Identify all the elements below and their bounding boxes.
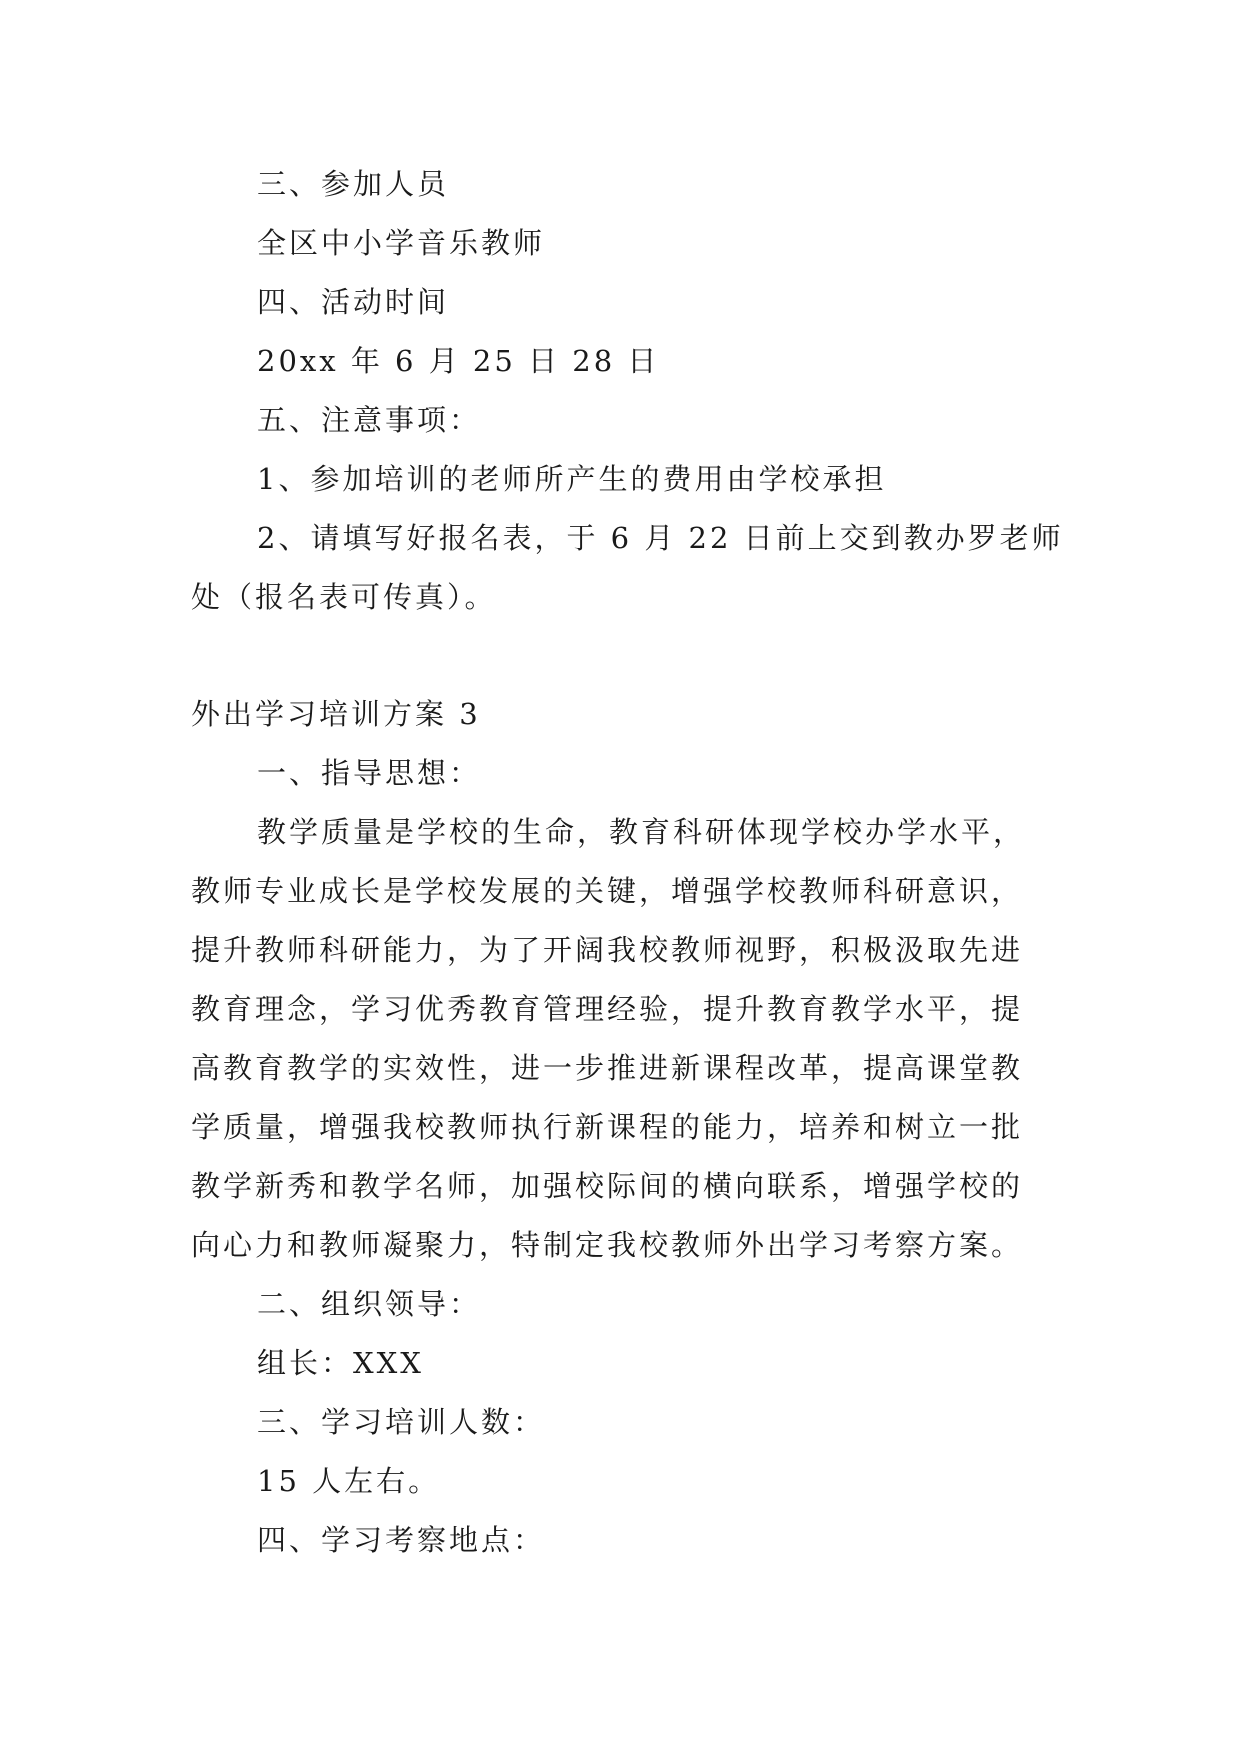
participants-heading: 三、参加人员 [257,167,450,201]
count-heading: 三、学习培训人数： [257,1405,546,1439]
guiding-paragraph-line: 向心力和教师凝聚力，特制定我校教师外出学习考察方案。 [191,1228,1024,1262]
participants-text: 全区中小学音乐教师 [257,226,546,260]
location-heading: 四、学习考察地点： [257,1523,546,1557]
guiding-paragraph-line: 高教育教学的实效性，进一步推进新课程改革，提高课堂教 [191,1051,1024,1085]
guiding-paragraph-line: 教育理念，学习优秀教育管理经验，提升教育教学水平，提 [191,992,1024,1026]
note-item-2-continued: 处（报名表可传真）。 [191,580,497,614]
section-title: 外出学习培训方案 3 [191,697,481,731]
guiding-paragraph-line: 学质量，增强我校教师执行新课程的能力，培养和树立一批 [191,1110,1024,1144]
note-item-1: 1、参加培训的老师所产生的费用由学校承担 [257,462,887,496]
notes-heading: 五、注意事项： [257,403,482,437]
time-text: 20xx 年 6 月 25 日 28 日 [257,344,660,378]
guiding-paragraph-line: 教师专业成长是学校发展的关键，增强学校教师科研意识， [191,874,1024,908]
note-item-2: 2、请填写好报名表，于 6 月 22 日前上交到教办罗老师 [257,521,1064,555]
guiding-paragraph-line: 教学新秀和教学名师，加强校际间的横向联系，增强学校的 [191,1169,1024,1203]
leadership-heading: 二、组织领导： [257,1287,482,1321]
guiding-paragraph-line: 提升教师科研能力，为了开阔我校教师视野，积极汲取先进 [191,933,1024,967]
time-heading: 四、活动时间 [257,285,450,319]
guiding-paragraph-line: 教学质量是学校的生命，教育科研体现学校办学水平， [257,815,1026,849]
guiding-heading: 一、指导思想： [257,756,482,790]
count-text: 15 人左右。 [257,1464,441,1498]
leader-text: 组长：XXX [257,1346,424,1380]
